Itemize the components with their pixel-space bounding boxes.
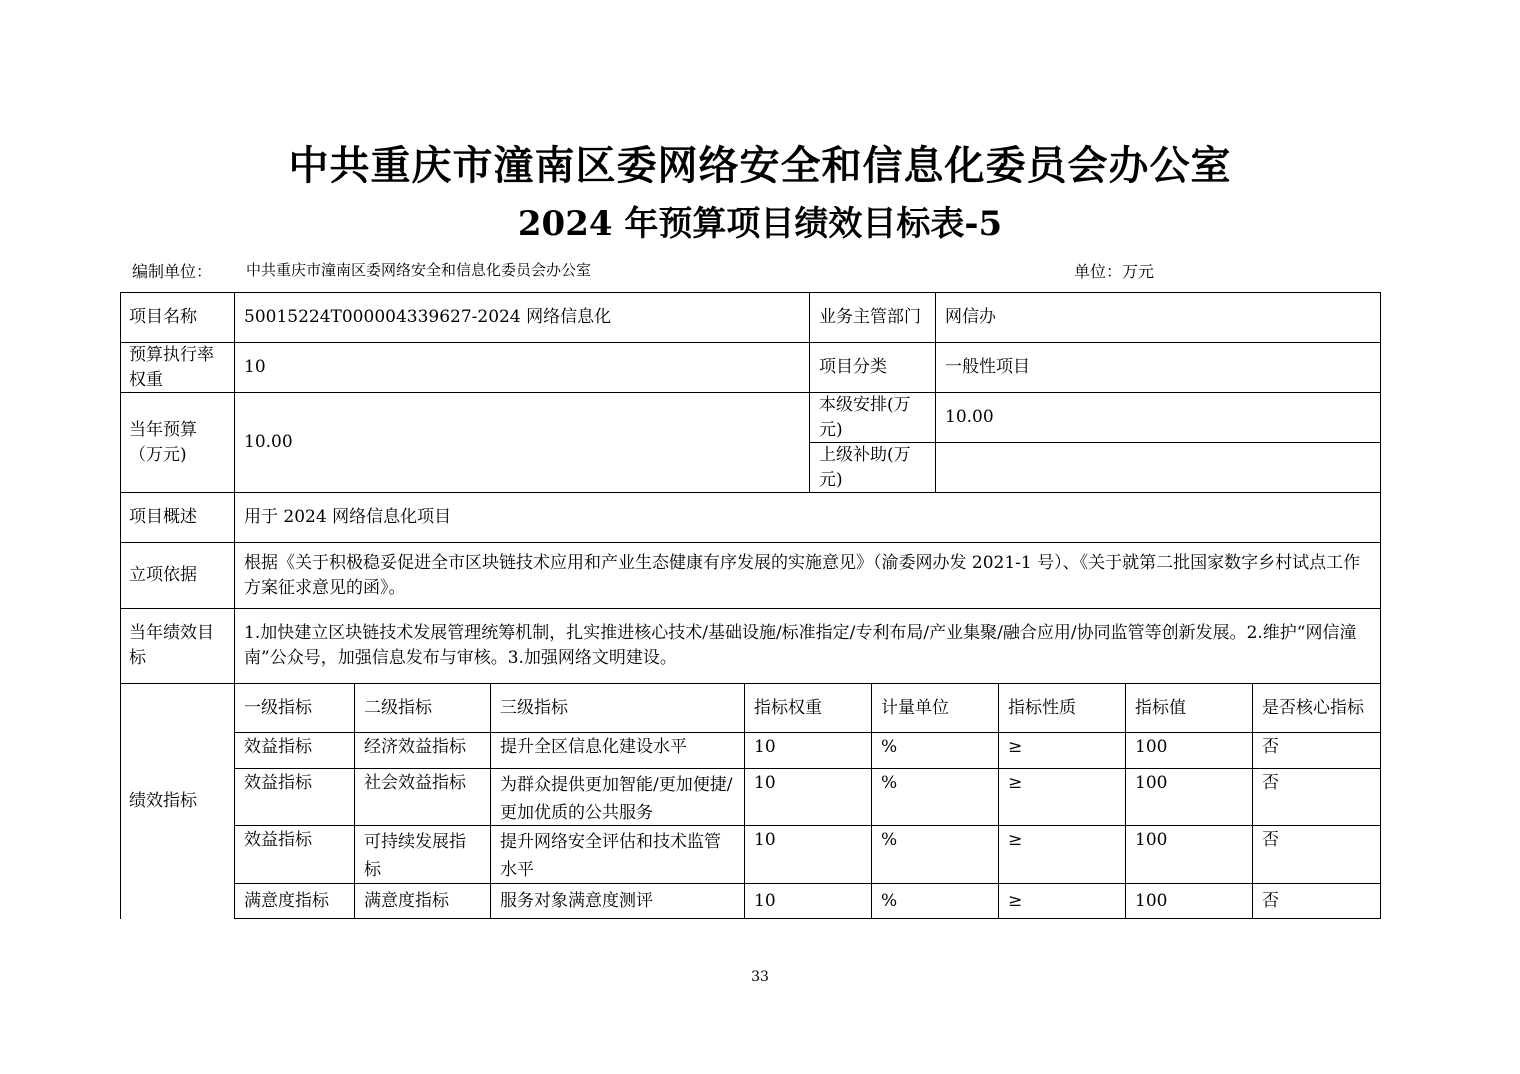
table-title: 2024 年预算项目绩效目标表-5 [517, 204, 1003, 244]
indicator-cell: 10 [745, 884, 872, 919]
indicator-cell: 为群众提供更加智能/更加便捷/更加优质的公共服务 [491, 769, 745, 826]
indicator-cell: 否 [1253, 733, 1381, 769]
indicator-cell: 否 [1253, 769, 1381, 826]
indicator-cell: 提升全区信息化建设水平 [491, 733, 745, 769]
indicator-cell: 满意度指标 [234, 884, 355, 919]
dept-value: 网信办 [936, 292, 1381, 343]
unit-text: 单位：万元 [1074, 262, 1155, 281]
local-funding-label: 本级安排(万元) [810, 393, 936, 443]
indicator-cell: ≥ [999, 733, 1126, 769]
indicator-cell: 提升网络安全评估和技术监管水平 [491, 826, 745, 884]
basis-value: 根据《关于积极稳妥促进全市区块链技术应用和产业生态健康有序发展的实施意见》（渝委网办发 2021-1 号）、《关于就第二批国家数字乡村试点工作方案征求意见的函》。 [235, 543, 1381, 609]
indicator-cell: 100 [1126, 884, 1253, 919]
indicator-cell: ≥ [999, 826, 1126, 884]
indicator-cell: 否 [1253, 826, 1381, 884]
compiler-value: 中共重庆市潼南区委网络安全和信息化委员会办公室 [246, 261, 592, 279]
indicator-cell: 效益指标 [235, 733, 355, 769]
category-value: 一般性项目 [936, 343, 1381, 393]
overview-label: 项目概述 [120, 493, 235, 543]
indicator-cell: ≥ [999, 884, 1126, 919]
indicator-header: 指标值 [1126, 684, 1253, 733]
indicator-cell: 100 [1126, 733, 1253, 769]
indicator-header: 三级指标 [491, 684, 745, 733]
indicator-header: 指标性质 [999, 684, 1126, 733]
indicator-cell: 效益指标 [235, 769, 355, 826]
indicator-cell: % [872, 769, 999, 826]
goal-value: 1.加快建立区块链技术发展管理统筹机制，扎实推进核心技术/基础设施/标准指定/专利布局/产业集聚/融合应用/协同监管等创新发展。2.维护“网信潼南”公众号，加强信息发布与审核。3.加强网络文明建设。 [235, 609, 1381, 684]
indicator-cell: 10 [745, 826, 872, 884]
basis-label: 立项依据 [120, 543, 235, 609]
indicator-header: 指标权重 [745, 684, 872, 733]
compiler-label: 编制单位： [132, 262, 213, 281]
budget-value: 10.00 [235, 393, 810, 493]
org-title: 中共重庆市潼南区委网络安全和信息化委员会办公室 [288, 143, 1232, 189]
indicator-cell: 效益指标 [235, 826, 355, 884]
indicator-cell: 满意度指标 [355, 884, 491, 919]
page-number: 33 [751, 969, 769, 985]
goal-label: 当年绩效目标 [120, 609, 235, 684]
indicator-cell: 10 [745, 769, 872, 826]
superior-subsidy-value [936, 443, 1381, 493]
indicator-cell: % [872, 826, 999, 884]
indicator-cell: 可持续发展指标 [355, 826, 491, 884]
budget-label: 当年预算（万元) [120, 393, 235, 493]
indicator-cell: 服务对象满意度测评 [491, 884, 745, 919]
indicator-header: 是否核心指标 [1253, 684, 1381, 733]
indicator-cell: 100 [1126, 826, 1253, 884]
indicator-cell: 10 [745, 733, 872, 769]
indicators-section-label: 绩效指标 [120, 684, 235, 919]
local-funding-value: 10.00 [936, 393, 1381, 443]
dept-label: 业务主管部门 [810, 292, 936, 343]
project-name-label: 项目名称 [120, 292, 235, 343]
indicator-cell: 否 [1253, 884, 1381, 919]
indicator-cell: 经济效益指标 [355, 733, 491, 769]
indicator-cell: ≥ [999, 769, 1126, 826]
indicator-header: 计量单位 [872, 684, 999, 733]
indicator-cell: % [872, 884, 999, 919]
indicator-cell: 社会效益指标 [355, 769, 491, 826]
project-name-value: 50015224T000004339627-2024 网络信息化 [235, 292, 810, 343]
superior-subsidy-label: 上级补助(万元) [810, 443, 936, 493]
category-label: 项目分类 [810, 343, 936, 393]
indicator-header: 二级指标 [355, 684, 491, 733]
indicator-cell: 100 [1126, 769, 1253, 826]
indicator-cell: % [872, 733, 999, 769]
exec-rate-label: 预算执行率权重 [120, 343, 235, 393]
exec-rate-value: 10 [235, 343, 810, 393]
indicator-header: 一级指标 [235, 684, 355, 733]
overview-value: 用于 2024 网络信息化项目 [235, 493, 1381, 543]
